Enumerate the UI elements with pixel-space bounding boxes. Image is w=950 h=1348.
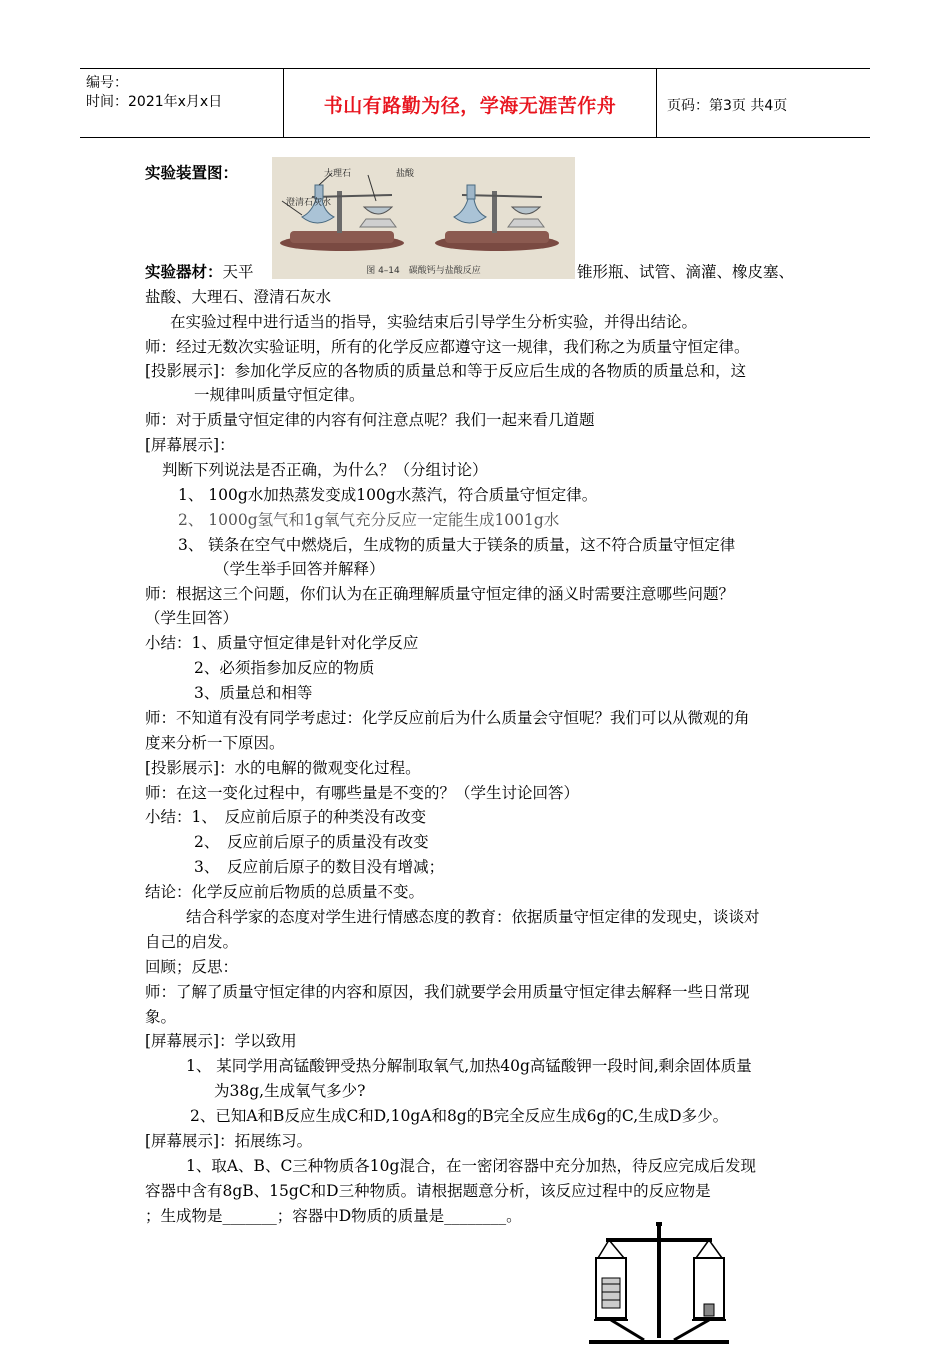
screen-show-3: [屏幕展示]：拓展练习。 <box>145 1132 313 1150</box>
paragraph-teacher-3: 师：根据这三个问题，你们认为在正确理解质量守恒定律的涵义时需要注意哪些问题？ <box>145 585 735 603</box>
paragraph-teacher-6b: 象。 <box>145 1008 177 1026</box>
page-header <box>80 68 870 138</box>
summary-2-1: 小结：1、 反应前后原子的种类没有改变 <box>145 808 427 826</box>
date-label: 时间：2021年x月x日 <box>86 94 223 110</box>
page-number: 页码：第3页 共4页 <box>667 98 788 114</box>
summary-1-3: 3、质量总和相等 <box>194 684 313 702</box>
figure-caption: 图 4–14 碳酸钙与盐酸反应 <box>366 266 481 276</box>
paragraph-teacher-6a: 师：了解了质量守恒定律的内容和原因，我们就要学会用质量守恒定律去解释一些日常现 <box>145 983 750 1001</box>
exercise-1a: 1、 某同学用高锰酸钾受热分解制取氧气,加热40g高锰酸钾一段时间,剩余固体质量 <box>186 1057 752 1075</box>
screen-show-2: [屏幕展示]：学以致用 <box>145 1032 297 1050</box>
question-3-note: （学生举手回答并解释） <box>214 560 385 578</box>
review-heading: 回顾；反思： <box>145 958 239 976</box>
extension-1a: 1、取A、B、C三种物质各10g混合，在一密闭容器中充分加热，待反应完成后发现 <box>186 1157 756 1175</box>
summary-2-2: 2、 反应前后原子的质量没有改变 <box>194 833 429 851</box>
extension-1b: 容器中含有8gB、15gC和D三种物质。请根据题意分析，该反应过程中的反应物是 <box>145 1182 711 1200</box>
label-marble: 大理石 <box>324 169 352 179</box>
number-label: 编号： <box>86 75 128 91</box>
paragraph-education-a: 结合科学家的态度对学生进行情感态度的教育：依据质量守恒定律的发现史，谈谈对 <box>186 908 760 926</box>
conclusion: 结论：化学反应前后物质的总质量不变。 <box>145 883 425 901</box>
label-limewater: 澄清石灰水 <box>286 198 332 208</box>
projection-2: [投影展示]：水的电解的微观变化过程。 <box>145 759 421 777</box>
screen-show-1: [屏幕展示]： <box>145 436 235 454</box>
header-meta <box>80 69 284 137</box>
materials-c: 盐酸、大理石、澄清石灰水 <box>145 288 332 306</box>
student-answer: （学生回答） <box>145 609 239 627</box>
balance-sketch <box>584 1218 734 1344</box>
materials-line-1 <box>145 262 254 282</box>
question-2: 2、 1000g氢气和1g氧气充分反应一定能生成1001g水 <box>178 511 560 529</box>
materials-a: 天平 <box>222 263 254 281</box>
paragraph-teacher-1: 师：经过无数次实验证明，所有的化学反应都遵守这一规律，我们称之为质量守恒定律。 <box>145 338 750 356</box>
header-motto-cell <box>284 69 657 137</box>
balance-sketch-icon <box>584 1218 734 1344</box>
materials-b: 锥形瓶、试管、滴灌、橡皮塞、 <box>577 263 795 281</box>
exercise-2: 2、已知A和B反应生成C和D,10gA和8g的B完全反应生成6g的C,生成D多少。 <box>190 1107 729 1125</box>
projection-1b: 一规律叫质量守恒定律。 <box>194 386 365 404</box>
paragraph-guidance: 在实验过程中进行适当的指导，实验结束后引导学生分析实验，并得出结论。 <box>170 313 698 331</box>
paragraph-teacher-2: 师：对于质量守恒定律的内容有何注意点呢？我们一起来看几道题 <box>145 411 595 429</box>
summary-1-2: 2、必须指参加反应的物质 <box>194 659 375 677</box>
summary-1-1: 小结：1、质量守恒定律是针对化学反应 <box>145 634 419 652</box>
motto: 书山有路勤为径，学海无涯苦作舟 <box>323 95 617 117</box>
paragraph-teacher-4a: 师：不知道有没有同学考虑过：化学反应前后为什么质量会守恒呢？我们可以从微观的角 <box>145 709 750 727</box>
summary-2-3: 3、 反应前后原子的数目没有增减； <box>194 858 445 876</box>
label-acid: 盐酸 <box>396 169 415 179</box>
judge-prompt: 判断下列说法是否正确，为什么？（分组讨论） <box>162 461 488 479</box>
question-1: 1、 100g水加热蒸发变成100g水蒸汽，符合质量守恒定律。 <box>178 486 598 504</box>
apparatus-heading: 实验装置图： <box>145 164 239 182</box>
balance-illustration <box>272 157 575 279</box>
paragraph-teacher-4b: 度来分析一下原因。 <box>145 734 285 752</box>
extension-1c: ；生成物是_______；容器中D物质的质量是________。 <box>145 1207 522 1225</box>
materials-label: 实验器材： <box>145 263 223 281</box>
header-page-cell <box>657 69 870 137</box>
exercise-1b: 为38g,生成氧气多少? <box>214 1082 366 1100</box>
question-3: 3、 镁条在空气中燃烧后，生成物的质量大于镁条的质量，这不符合质量守恒定律 <box>178 536 736 554</box>
paragraph-education-b: 自己的启发。 <box>145 933 239 951</box>
projection-1a: [投影展示]：参加化学反应的各物质的质量总和等于反应后生成的各物质的质量总和，这 <box>145 362 747 380</box>
paragraph-teacher-5: 师：在这一变化过程中，有哪些量是不变的？（学生讨论回答） <box>145 784 580 802</box>
apparatus-photo <box>272 157 575 279</box>
